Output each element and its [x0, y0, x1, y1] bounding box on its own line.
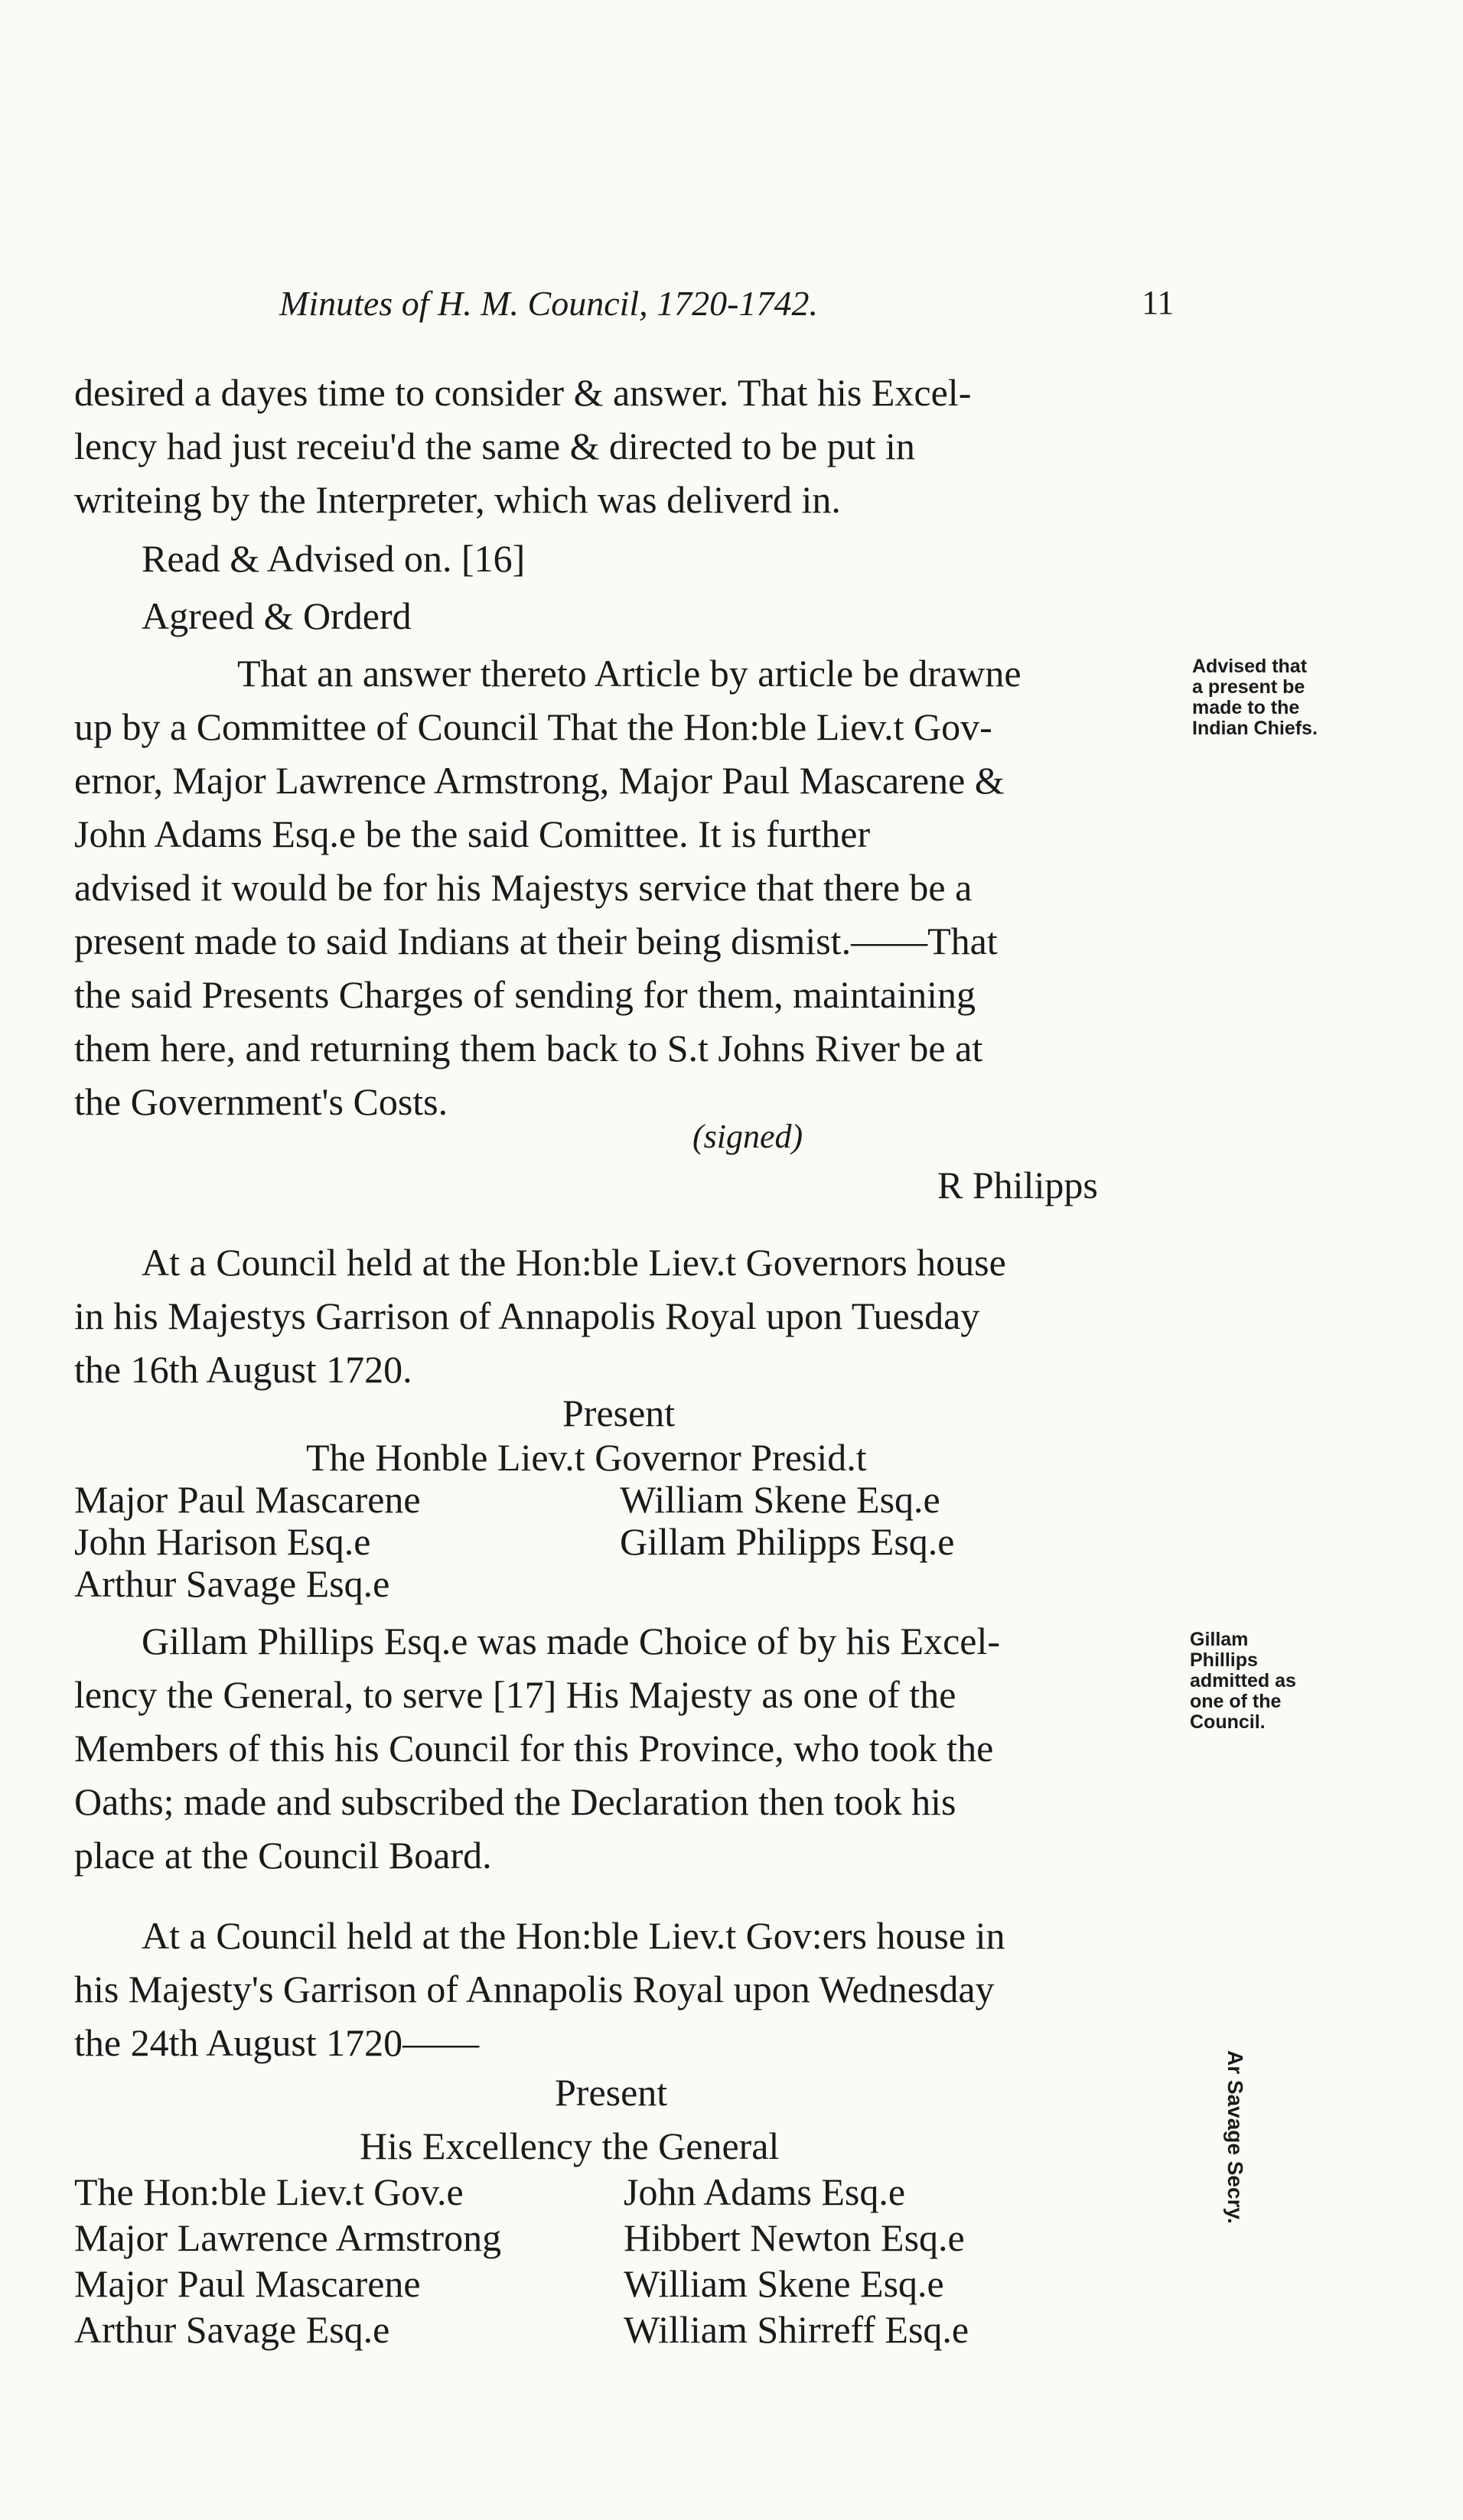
read-advised: Read & Advised on. [16]	[142, 537, 526, 580]
margin-note-2-line-5: Council.	[1190, 1711, 1266, 1733]
margin-note-1-line-2: a present be	[1192, 676, 1305, 698]
para2-line-6: present made to said Indians at their being dismist.——That	[74, 920, 998, 962]
para3-line-4: Oaths; made and subscribed the Declaration then took his	[74, 1780, 956, 1823]
council3-member-right-1: John Adams Esq.e	[624, 2170, 906, 2213]
council2-member-right-2: Gillam Philipps Esq.e	[620, 1520, 955, 1563]
para2-line-2: up by a Committee of Council That the Hon:ble Liev.t Gov-	[74, 705, 992, 748]
council2-member-left-1: Major Paul Mascarene	[74, 1478, 421, 1521]
council3-president: His Excellency the General	[360, 2124, 780, 2167]
council2-intro-3: the 16th August 1720.	[74, 1348, 412, 1391]
para2-line-7: the said Presents Charges of sending for them, maintaining	[74, 973, 976, 1016]
para2-line-5: advised it would be for his Majestys service that there be a	[74, 866, 973, 909]
para1-line-2: lency had just receiu'd the same & directed to be put in	[74, 425, 915, 467]
margin-note-2-line-1: Gillam	[1190, 1629, 1249, 1650]
margin-note-2-line-3: admitted as	[1190, 1670, 1296, 1691]
signature: R Philipps	[937, 1164, 1098, 1206]
council3-member-right-4: William Shirreff Esq.e	[624, 2308, 969, 2351]
council3-present: Present	[555, 2071, 668, 2114]
council2-member-right-1: William Skene Esq.e	[620, 1478, 940, 1521]
council2-intro-1: At a Council held at the Hon:ble Liev.t Governors house	[142, 1241, 1006, 1284]
council2-intro-2: in his Majestys Garrison of Annapolis Royal upon Tuesday	[74, 1294, 980, 1337]
para1-line-3: writeing by the Interpreter, which was deliverd in.	[74, 478, 841, 521]
margin-note-2-line-2: Phillips	[1190, 1649, 1258, 1671]
council2-president: The Honble Liev.t Governor Presid.t	[306, 1436, 867, 1479]
council3-member-right-3: William Skene Esq.e	[624, 2262, 944, 2305]
council3-member-left-4: Arthur Savage Esq.e	[74, 2308, 390, 2351]
para2-line-4: John Adams Esq.e be the said Comittee. It is further	[74, 812, 871, 855]
margin-note-2-line-4: one of the	[1190, 1691, 1282, 1712]
para2-line-3: ernor, Major Lawrence Armstrong, Major Paul Mascarene &	[74, 759, 1005, 802]
para1-line-1: desired a dayes time to consider & answer. That his Excel-	[74, 371, 972, 414]
para2-line-8: them here, and returning them back to S.t Johns River be at	[74, 1027, 983, 1070]
council2-present: Present	[562, 1392, 676, 1434]
council3-member-left-3: Major Paul Mascarene	[74, 2262, 421, 2305]
council3-intro-3: the 24th August 1720——	[74, 2021, 480, 2064]
council3-member-left-1: The Hon:ble Liev.t Gov.e	[74, 2170, 464, 2213]
side-note-savage: Ar Savage Secry.	[1224, 2050, 1247, 2224]
agreed-orderd: Agreed & Orderd	[142, 594, 412, 637]
para3-line-2: lency the General, to serve [17] His Majesty as one of the	[74, 1673, 956, 1716]
council3-member-left-2: Major Lawrence Armstrong	[74, 2216, 502, 2259]
council3-intro-2: his Majesty's Garrison of Annapolis Royal upon Wednesday	[74, 1968, 995, 2010]
margin-note-1-line-4: Indian Chiefs.	[1192, 718, 1318, 739]
para3-line-1: Gillam Phillips Esq.e was made Choice of by his Excel-	[142, 1620, 1001, 1662]
margin-note-1-line-1: Advised that	[1192, 656, 1308, 677]
signed-label: (signed)	[692, 1118, 803, 1155]
page-number: 11	[1142, 284, 1175, 321]
margin-note-1-line-3: made to the	[1192, 697, 1300, 718]
para3-line-5: place at the Council Board.	[74, 1834, 492, 1877]
margin-note-gillam	[1190, 1630, 1296, 1733]
para2-line-9: the Government's Costs.	[74, 1080, 448, 1123]
council2-member-left-3: Arthur Savage Esq.e	[74, 1562, 390, 1605]
council3-member-right-2: Hibbert Newton Esq.e	[624, 2216, 965, 2259]
running-title: Minutes of H. M. Council, 1720-1742.	[279, 284, 818, 323]
council2-member-left-2: John Harison Esq.e	[74, 1520, 371, 1563]
para3-line-3: Members of this his Council for this Province, who took the	[74, 1727, 994, 1770]
council3-intro-1: At a Council held at the Hon:ble Liev.t Gov:ers house in	[142, 1914, 1005, 1957]
para2-line-1: That an answer thereto Article by article be drawne	[237, 652, 1021, 695]
margin-note-advised	[1192, 656, 1318, 739]
